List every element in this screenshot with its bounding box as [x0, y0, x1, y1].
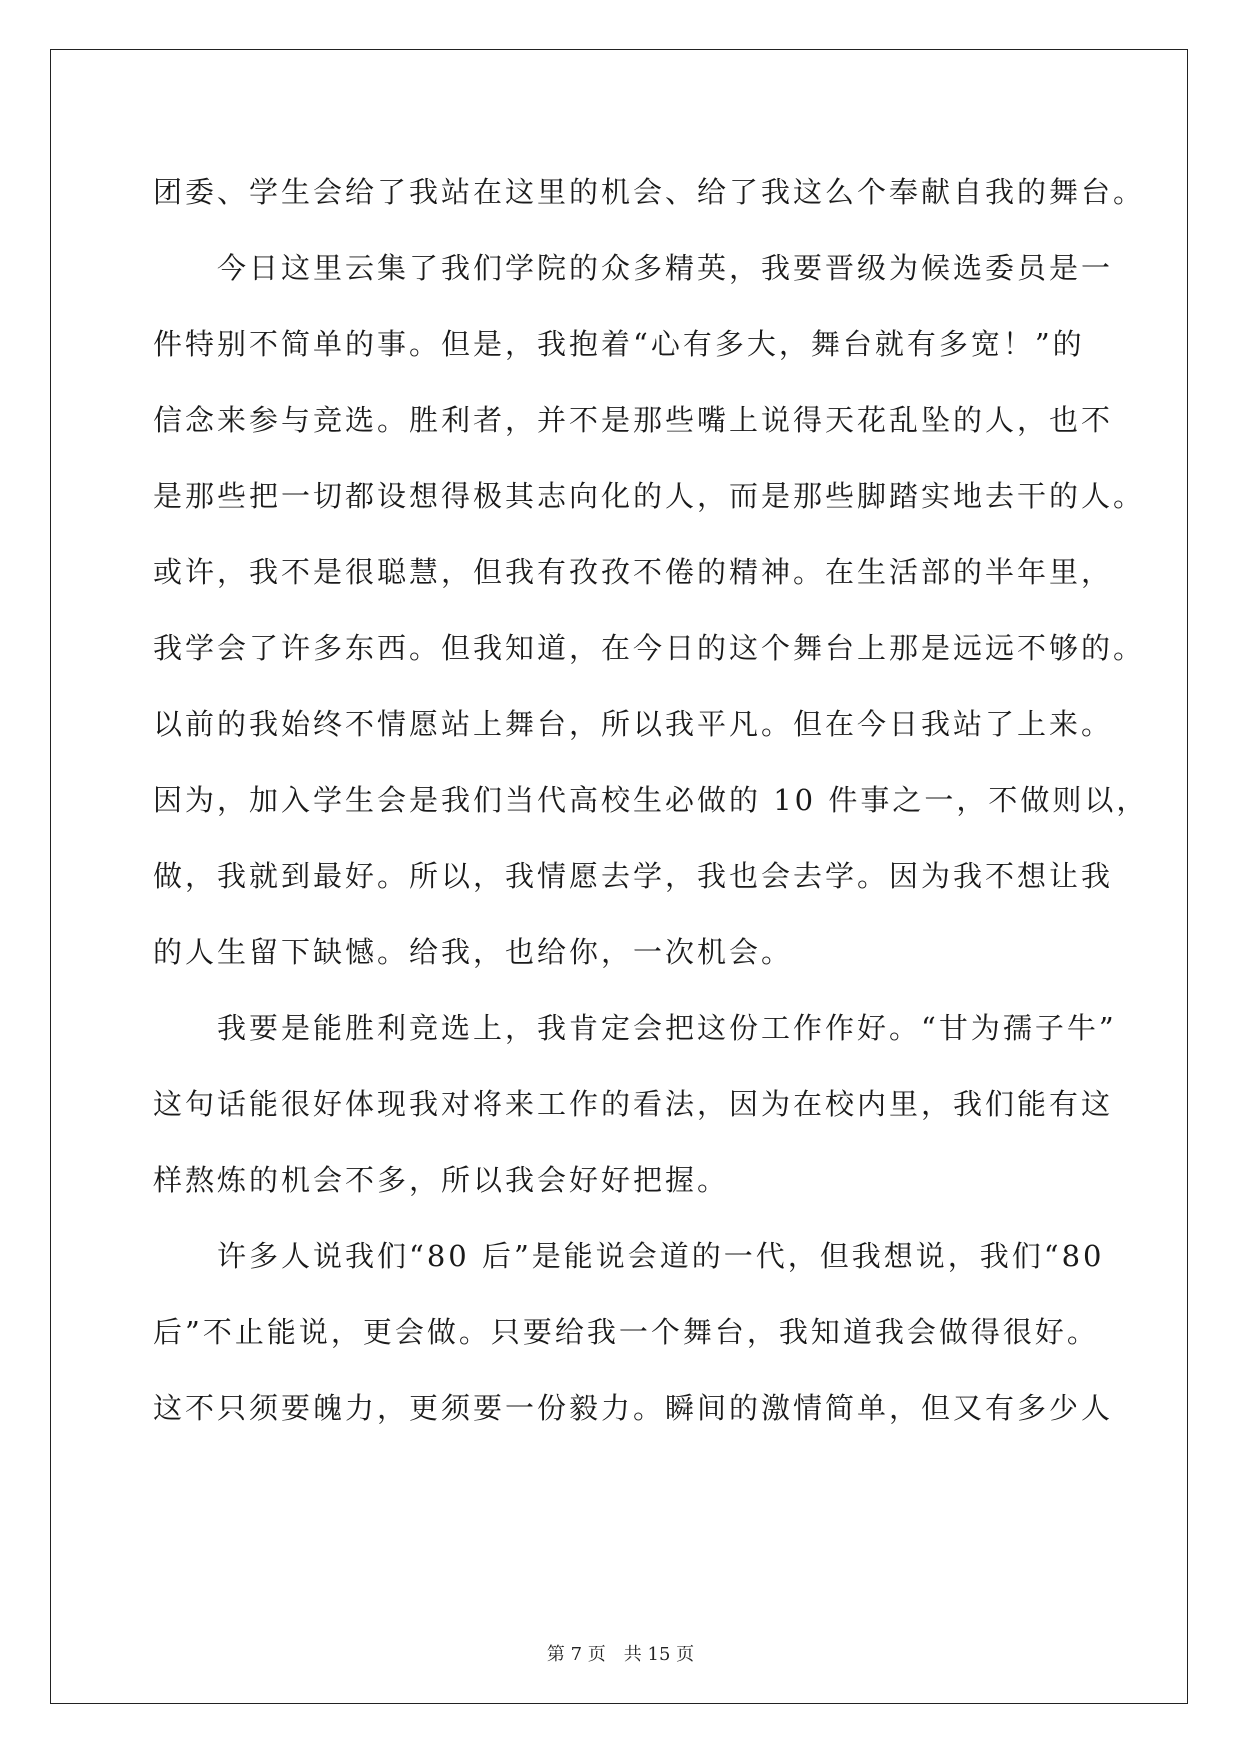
- text-line: 后”不止能说，更会做。只要给我一个舞台，我知道我会做得很好。: [153, 1315, 1099, 1349]
- text-line: 以前的我始终不情愿站上舞台，所以我平凡。但在今日我站了上来。: [153, 707, 1114, 741]
- text-line: 或许，我不是很聪慧，但我有孜孜不倦的精神。在生活部的半年里，: [153, 555, 1114, 589]
- page-total: 共 15 页: [623, 1644, 695, 1665]
- text-line: 样熬炼的机会不多，所以我会好好把握。: [153, 1163, 730, 1197]
- document-body: [153, 164, 1149, 1456]
- text-line: 今日这里云集了我们学院的众多精英，我要晋级为候选委员是一: [217, 251, 1114, 285]
- text-line: 我要是能胜利竞选上，我肯定会把这份工作作好。“甘为孺子牛”: [217, 1011, 1117, 1045]
- text-line: 许多人说我们“80 后”是能说会道的一代，但我想说，我们“80: [217, 1239, 1105, 1273]
- text-line: 是那些把一切都设想得极其志向化的人，而是那些脚踏实地去干的人。: [153, 479, 1146, 513]
- text-line: 团委、学生会给了我站在这里的机会、给了我这么个奉献自我的舞台。: [153, 175, 1146, 209]
- text-line: 做，我就到最好。所以，我情愿去学，我也会去学。因为我不想让我: [153, 859, 1114, 893]
- page-footer: [0, 1640, 1241, 1666]
- text-line: 我学会了许多东西。但我知道，在今日的这个舞台上那是远远不够的。: [153, 631, 1146, 665]
- text-line: 这不只须要魄力，更须要一份毅力。瞬间的激情简单，但又有多少人: [153, 1391, 1114, 1425]
- text-line: 件特别不简单的事。但是，我抱着“心有多大，舞台就有多宽！”的: [153, 327, 1085, 361]
- text-line: 的人生留下缺憾。给我，也给你，一次机会。: [153, 935, 794, 969]
- text-line: 信念来参与竞选。胜利者，并不是那些嘴上说得天花乱坠的人，也不: [153, 403, 1114, 437]
- page-number: 第 7 页: [546, 1644, 606, 1665]
- text-line: 因为，加入学生会是我们当代高校生必做的 10 件事之一，不做则以，: [153, 783, 1149, 817]
- text-line: 这句话能很好体现我对将来工作的看法，因为在校内里，我们能有这: [153, 1087, 1114, 1121]
